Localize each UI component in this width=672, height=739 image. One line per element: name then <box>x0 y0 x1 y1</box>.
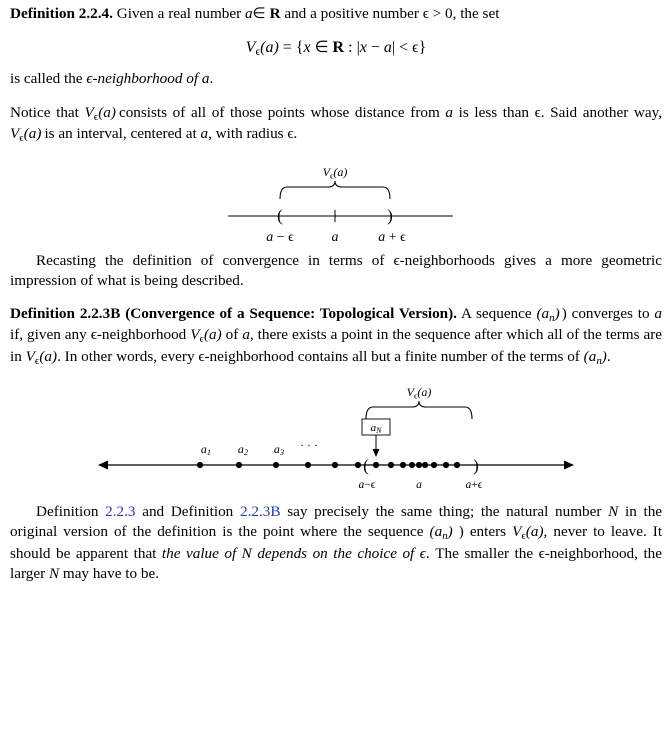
figure-1-svg <box>10 159 662 241</box>
notice-text-5: is an interval, centered at <box>44 125 197 143</box>
definition-2-2-4-label: Definition 2.2.4. <box>10 5 113 22</box>
link-definition-2-2-3B[interactable]: 2.2.3B <box>239 503 281 521</box>
definition-2-2-4-text1: Given a real number <box>116 5 242 22</box>
V-epsilon-a-4: $V_\epsilon(a)$ <box>25 347 58 367</box>
variable-a-5: a <box>242 326 250 344</box>
sequence-an-2: $(a_n)$ <box>583 347 607 367</box>
notice-text-6: , with radius <box>208 125 284 143</box>
def3B-text-4: of <box>225 326 239 344</box>
definition-2-2-4-text3: the set <box>460 5 500 22</box>
final-text-2: and Definition <box>142 503 234 521</box>
epsilon-2: ϵ <box>287 125 294 143</box>
notice-paragraph <box>10 103 662 146</box>
definition-2-2-4-paragraph <box>10 4 662 24</box>
figure1-right-paren: ) <box>387 205 393 225</box>
V-epsilon-a-1: $V_\epsilon(a)$ <box>84 103 116 123</box>
figure2-point <box>273 462 279 468</box>
figure2-point-label-a2: a2 <box>237 442 249 458</box>
final-italic-phrase: the value of N depends on the choice of ϵ <box>161 544 426 562</box>
figure2-point-label-a1: a1 <box>200 442 212 458</box>
figure2-arrow-right <box>564 461 574 470</box>
figure2-label-right: a+ϵ <box>465 479 483 492</box>
variable-a-3: a <box>200 125 209 143</box>
sequence-an-3: $(a_n)$ <box>429 523 453 543</box>
figure2-point <box>373 462 379 468</box>
def3B-text-5: , there exists a point in the sequence after which all of the terms are in <box>10 326 663 365</box>
figure2-aN-label: aN <box>370 422 382 436</box>
display-equation <box>10 37 662 60</box>
figure2-label-center: a <box>416 479 422 492</box>
definition-2-2-3B-label: Definition 2.2.3B <box>10 304 121 322</box>
figure1-label-right: a + ϵ <box>378 229 406 241</box>
figure2-point <box>197 462 203 468</box>
final-text-8: may have to be. <box>62 564 160 582</box>
notice-text-3: is less than <box>458 103 529 121</box>
final-text-7: . The smaller the ϵ-neighborhood, the larger <box>10 544 662 582</box>
V-epsilon-a-5: $V_\epsilon(a)$ <box>512 523 544 543</box>
recasting-paragraph: Recasting the definition of convergence in terms of ϵ-neighborhoods gives a more geometric impression of what is being described. <box>10 251 662 289</box>
link-definition-2-2-3[interactable]: 2.2.3 <box>105 503 136 521</box>
sequence-an-1: $(a_n)$ <box>536 304 560 324</box>
figure2-right-paren: ) <box>473 456 479 476</box>
figure2-arrow-left <box>98 461 108 470</box>
figure2-point-label-a3: a3 <box>273 442 285 458</box>
epsilon-1: ϵ <box>534 103 541 121</box>
figure-epsilon-neighborhood <box>10 159 662 241</box>
def3B-period: . <box>606 347 611 365</box>
figure2-point <box>355 462 361 468</box>
figure2-point <box>236 462 242 468</box>
notice-text-1: Notice that <box>10 103 79 121</box>
figure2-point <box>416 462 422 468</box>
equation-rhs: {x ∈ R : |x − a| < ϵ} <box>295 39 427 57</box>
V-epsilon-a-2: $V_\epsilon(a)$ <box>10 125 42 145</box>
figure2-point <box>431 462 437 468</box>
called-prefix: is called the <box>10 70 83 88</box>
figure2-point <box>443 462 449 468</box>
figure2-left-paren: ( <box>363 456 369 476</box>
equation-lhs: $V_\epsilon(a)$ <box>245 39 279 59</box>
figure1-left-paren: ( <box>277 205 283 225</box>
called-suffix: . <box>209 70 214 88</box>
final-paragraph <box>10 502 662 584</box>
definition-2-2-3B-title: (Convergence of a Sequence: Topological Version). <box>125 304 457 322</box>
figure2-point <box>388 462 394 468</box>
figure1-brace <box>280 181 390 199</box>
notice-text-2: consists of all of those points whose distance from <box>118 103 440 121</box>
final-text-6: , never to leave. It should be apparent that <box>10 523 663 562</box>
epsilon-neighborhood-term: ϵ-neighborhood of a <box>86 70 210 88</box>
figure2-point <box>400 462 406 468</box>
figure2-point <box>422 462 428 468</box>
figure-sequence-convergence <box>10 381 662 496</box>
notice-text-7: . <box>293 125 298 143</box>
final-text-5: ) enters <box>458 523 507 541</box>
def3B-text-1: A sequence <box>461 304 532 322</box>
definition-2-2-4-text2: and a positive number <box>284 5 419 22</box>
figure-2-svg <box>10 381 662 496</box>
def3B-text-3: if, given any ϵ-neighborhood <box>10 326 187 344</box>
epsilon-condition: ϵ > 0, <box>422 5 457 22</box>
figure1-brace-label: $V_\epsilon(a)$ <box>322 164 348 181</box>
definition-2-2-3B-paragraph <box>10 304 662 369</box>
figure2-aN-arrowhead <box>373 449 380 457</box>
equation-equals: = <box>282 39 292 57</box>
variable-N-1: N <box>608 503 619 521</box>
final-text-1: Definition <box>36 503 99 521</box>
figure1-label-left: a − ϵ <box>266 229 294 241</box>
figure2-point <box>305 462 311 468</box>
figure2-brace-label: $V_\epsilon(a)$ <box>406 385 432 401</box>
figure2-point <box>332 462 338 468</box>
figure1-label-center: a <box>331 229 339 241</box>
element-of-symbol: ∈ <box>252 5 266 22</box>
figure2-point <box>409 462 415 468</box>
figure2-point <box>454 462 460 468</box>
variable-a-2: a <box>445 103 453 121</box>
figure2-ellipsis: · · · <box>300 438 318 453</box>
def3B-text-6: . In other words, every ϵ-neighborhood contains all but a finite number of the terms of <box>57 347 580 365</box>
variable-a: a <box>244 5 253 22</box>
figure2-label-left: a−ϵ <box>358 479 376 492</box>
set-R: R <box>269 5 281 22</box>
variable-a-4: a <box>654 304 663 322</box>
figure2-brace <box>366 401 472 419</box>
called-line <box>10 69 662 89</box>
variable-N-2: N <box>48 564 60 582</box>
V-epsilon-a-3: $V_\epsilon(a)$ <box>190 326 222 346</box>
final-text-3: say precisely the same thing; the natural number <box>287 503 602 521</box>
def3B-text-2: ) converges to <box>561 304 650 322</box>
final-text-4: in the original version of the definition is the point where the sequence <box>10 503 663 541</box>
notice-text-4: . Said another way, <box>540 103 663 121</box>
